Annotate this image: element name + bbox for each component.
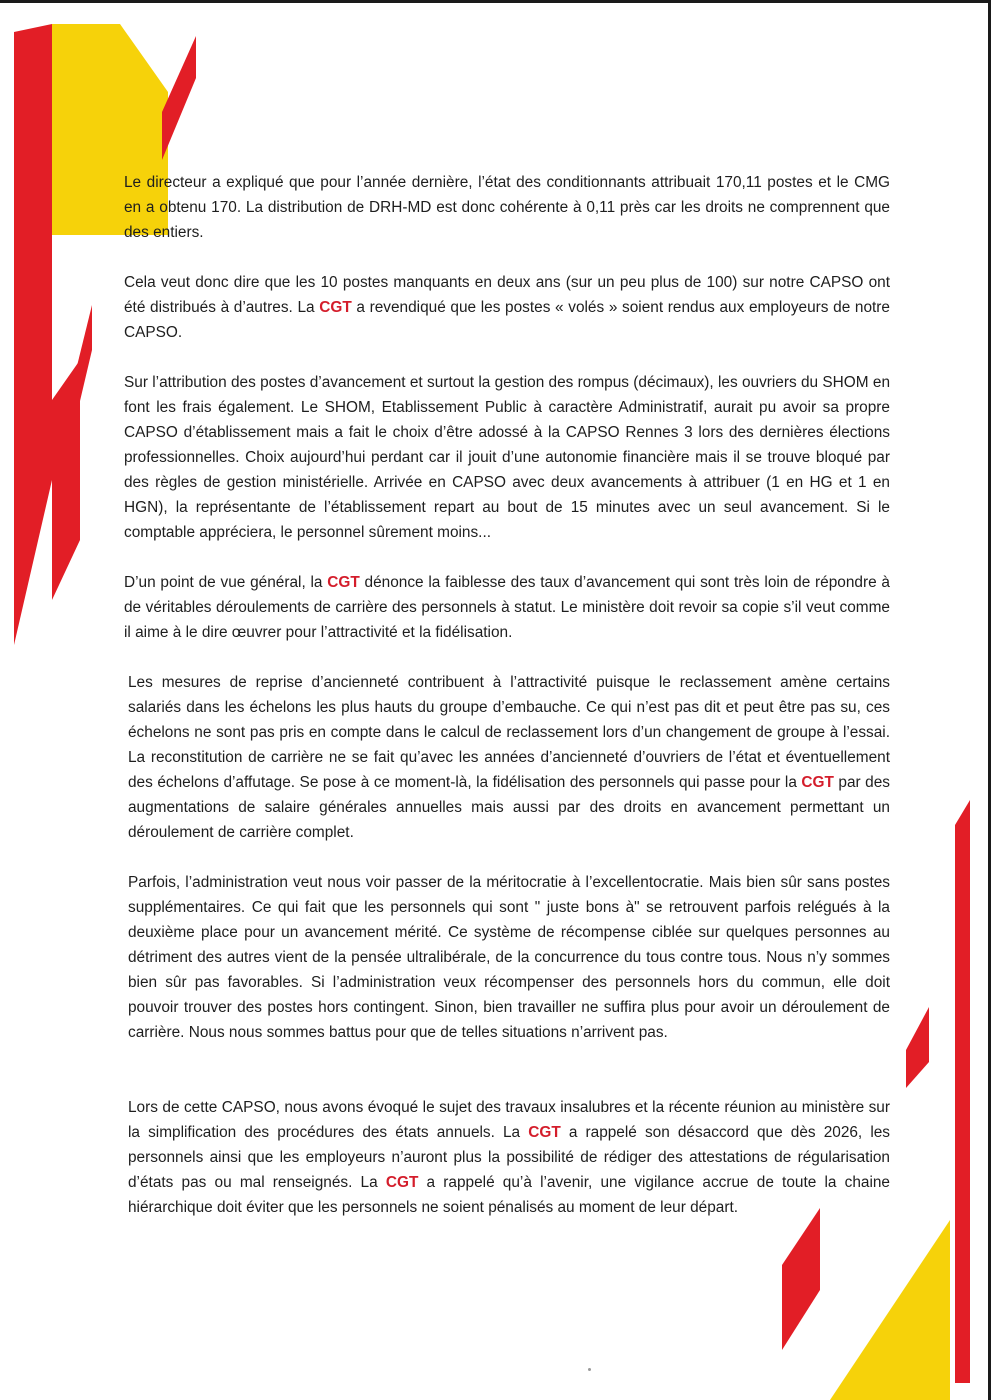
paragraph-4-text-a: D’un point de vue général, la xyxy=(124,574,328,591)
paragraph-2-text-a: Cela veut donc dire que les 10 postes manquants en deux ans (sur un peu plus de 100) sur notre CAPSO ont été distribués à d’autres. La xyxy=(124,274,890,316)
decor-yellow-band-bottom-right xyxy=(830,1220,950,1400)
paragraph-1-text: Le directeur a expliqué que pour l’année dernière, l’état des conditionnants attribuait 170,11 postes et le CMG en a obtenu 170. La distribution de DRH-MD est donc cohérente à 0,11 près car les droits ne comprennent que des entiers. xyxy=(124,174,890,241)
decor-red-band-top-left xyxy=(14,24,52,645)
paragraph-7 xyxy=(128,1095,890,1220)
cgt-highlight: CGT xyxy=(385,1174,419,1191)
paragraph-4 xyxy=(124,570,890,645)
paragraph-6 xyxy=(128,870,890,1045)
scan-speck xyxy=(588,1368,591,1371)
paragraph-6-text: Parfois, l’administration veut nous voir passer de la méritocratie à l’excellentocratie. Mais bien sûr sans postes supplémentaires. Ce qui fait que les personnels qui sont " juste bons à" se retrouvent parfois relégués à la deuxième place pour un avancement mérité. Ce système de récompense ciblée sur quelques personnes au détriment des autres vient de la pensée ultralibérale, de la concurrence du tous contre tous. Nous n’y sommes bien sûr pas favorables. Si l’administration veux récompenser des personnels hors du commun, elle doit pouvoir trouver des postes hors contingent. Sinon, bien travailler ne suffira plus pour avoir un déroulement de carrière. Nous nous sommes battus pour que de telles situations n’arrivent pas. xyxy=(128,874,890,1041)
document-body xyxy=(124,170,890,1245)
paragraph-7-text-c: a rappelé qu’à l’avenir, une vigilance accrue de toute la chaine hiérarchique doit éviter que les personnels ne soient pénalisés au moment de leur départ. xyxy=(128,1174,890,1216)
paragraph-5-text-b: par des augmentations de salaire générales annuelles mais aussi par des droits en avancement permettant un déroulement de carrière complet. xyxy=(128,774,890,841)
paragraph-5-text-a: Les mesures de reprise d’ancienneté contribuent à l’attractivité puisque le reclassement amène certains salariés dans les échelons les plus hauts du groupe d’embauche. Ce qui n’est pas dit et peut être pas su, ces échelons ne sont pas pris en compte dans le calcul de reclassement lors d’un changement de groupe à l’essai. La reconstitution de carrière ne se fait qu’avec les années d’ancienneté d’ouvriers de l’état et éventuellement des échelons d’affutage. Se pose à ce moment-là, la fidélisation des personnels qui passe pour la xyxy=(128,674,890,791)
paragraph-2-text-b: a revendiqué que les postes « volés » soient rendus aux employeurs de notre CAPSO. xyxy=(124,299,890,341)
cgt-highlight: CGT xyxy=(801,774,834,791)
decor-red-band-left-lower xyxy=(52,360,80,600)
cgt-highlight: CGT xyxy=(319,299,352,316)
cgt-highlight: CGT xyxy=(327,574,360,591)
decor-red-stripe-right-mid xyxy=(906,1007,929,1088)
decor-red-stripe-left-mid xyxy=(76,305,92,418)
paragraph-7-text-a: Lors de cette CAPSO, nous avons évoqué le sujet des travaux insalubres et la récente réunion au ministère sur la simplification des procédures des états annuels. La xyxy=(128,1099,890,1141)
paragraph-3-text: Sur l’attribution des postes d’avancement et surtout la gestion des rompus (décimaux), les ouvriers du SHOM en font les frais également. Le SHOM, Etablissement Public à caractère Administratif, aurait pu avoir sa propre CAPSO d’établissement mais a fait le choix d’être adossé à la CAPSO Rennes 3 lors des dernières élections professionnelles. Choix aujourd’hui perdant car il jouit d’une autonomie financière mais il se trouve bloqué par des règles de gestion ministérielle. Arrivée en CAPSO avec deux avancements à attribuer (1 en HG et 1 en HGN), la représentante de l’établissement repart au bout de 15 minutes avec un seul avancement. Si le comptable appréciera, le personnel sûrement moins... xyxy=(124,374,890,541)
paragraph-5 xyxy=(128,670,890,845)
paragraph-4-text-b: dénonce la faiblesse des taux d’avancement qui sont très loin de répondre à de véritables déroulements de carrière des personnels à statut. Le ministère doit revoir sa copie s’il veut comme il aime à le dire œuvrer pour l’attractivité et la fidélisation. xyxy=(124,574,890,641)
paragraph-2 xyxy=(124,270,890,345)
paragraph-7-text-b: a rappelé son désaccord que dès 2026, les personnels ainsi que les employeurs n’auront plus la possibilité de rédiger des attestations de régularisation d’états pas ou mal renseignés. La xyxy=(128,1124,890,1191)
paragraph-3 xyxy=(124,370,890,545)
cgt-highlight: CGT xyxy=(528,1124,561,1141)
paragraph-1 xyxy=(124,170,890,245)
decor-red-band-bottom-right xyxy=(955,800,970,1383)
